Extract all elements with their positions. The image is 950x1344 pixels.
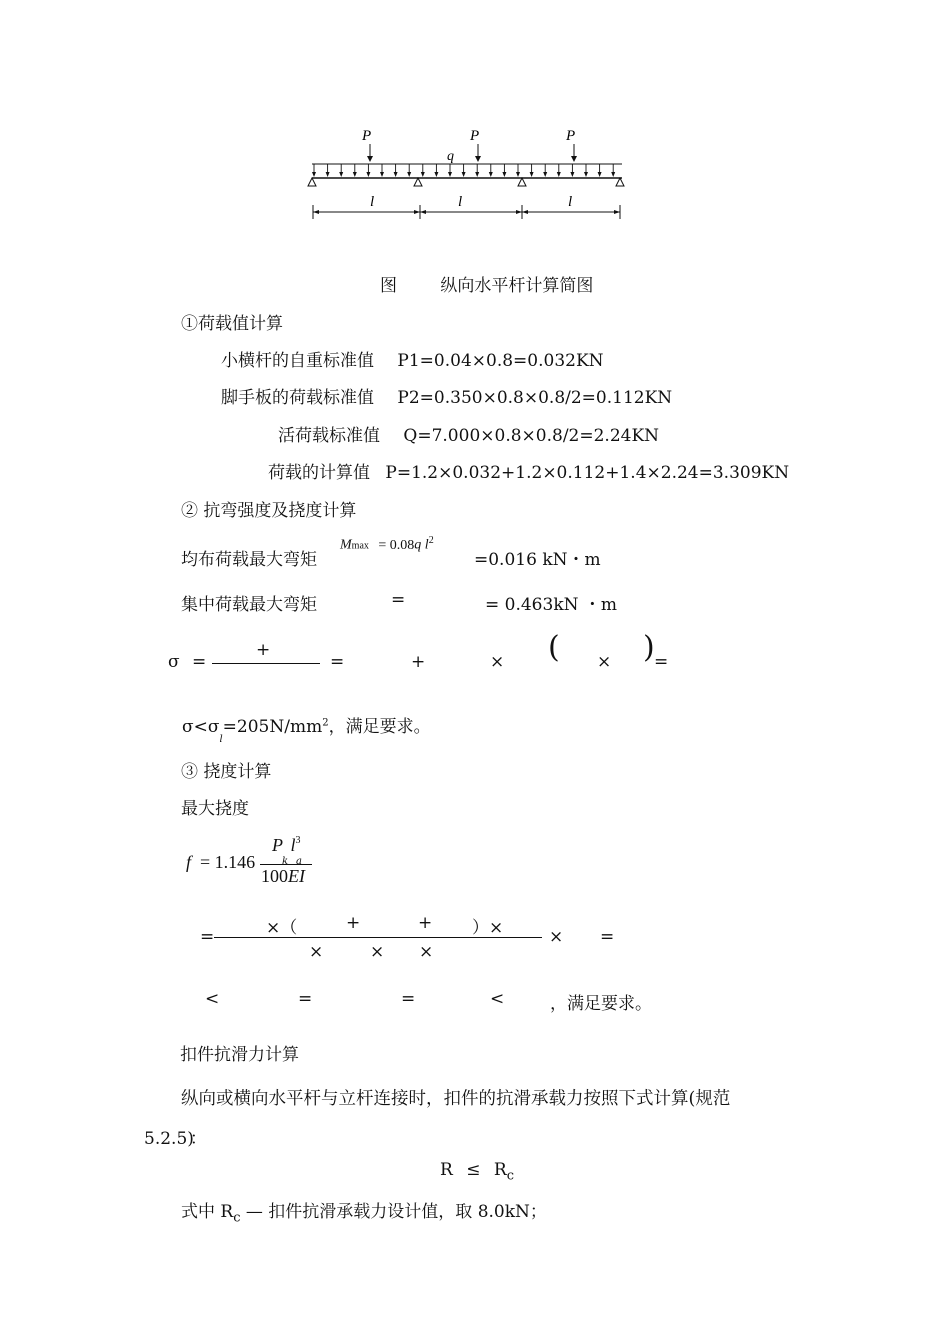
row2-fraction-line: [214, 937, 542, 938]
fastener-para-line2: [144, 1124, 207, 1149]
span-label-2: l: [458, 194, 463, 210]
dist-load-arrowhead: [489, 172, 493, 177]
fastener-where: [181, 1197, 547, 1225]
formula-c: c: [506, 1168, 514, 1184]
dist-load-arrowhead: [339, 172, 343, 177]
load-row-label: 荷载的计算值: [268, 463, 370, 483]
point-moment-result: = 0.463kN ・m: [485, 595, 618, 615]
dist-load-arrowhead: [557, 172, 561, 177]
sigma-times2: ×: [597, 652, 612, 672]
para-line2-text: 5.2.5): [144, 1129, 194, 1149]
dist-load-arrowhead: [462, 172, 466, 177]
row3-lt2: <: [490, 989, 505, 1009]
deflection-f: f: [186, 852, 192, 872]
check-val: =205N/mm: [222, 717, 323, 737]
check-lt: <σ: [193, 717, 220, 737]
point-load-2: [469, 128, 481, 162]
formula-eq: = 0.08: [378, 537, 415, 553]
dist-load-arrowhead: [611, 172, 615, 177]
load-row-formula: P2=0.350×0.8×0.8/2=0.112KN: [397, 388, 673, 408]
sigma-symbol: σ: [168, 652, 180, 672]
load-row-2: [221, 383, 672, 408]
sigma-times: ×: [490, 652, 505, 672]
beam-diagram: [300, 120, 640, 230]
where-prefix: 式中 R: [181, 1202, 234, 1222]
section2-heading: ② 抗弯强度及挠度计算: [181, 501, 357, 521]
row3-tail: ，满足要求。: [550, 994, 652, 1014]
formula-sup: 2: [428, 535, 434, 546]
load-row-3: [278, 421, 659, 446]
uniform-moment-result: =0.016 kN・m: [474, 550, 601, 570]
dist-load-arrowhead: [502, 172, 506, 177]
row3-lt1: <: [205, 989, 220, 1009]
deflection-numerator: [272, 835, 301, 856]
point-moment-eq: =: [391, 590, 406, 610]
section1-heading: ①荷载值计算: [181, 314, 283, 334]
dist-load-arrowhead: [598, 172, 602, 177]
uniform-moment-label: 均布荷载最大弯矩: [181, 550, 317, 570]
num-l-sup: 3: [295, 835, 301, 846]
deflection-denominator: [261, 866, 305, 887]
check-sigma: σ: [182, 717, 194, 737]
max-deflection-label: 最大挠度: [181, 799, 249, 819]
num-a-sub: a: [296, 856, 302, 867]
row2-den-t2: ×: [370, 942, 385, 962]
point-load-1: [361, 128, 373, 162]
formula-M: M: [340, 537, 352, 553]
dist-load-arrowhead: [353, 172, 357, 177]
load-row-formula: P1=0.04×0.8=0.032KN: [397, 351, 604, 371]
row2-num-times: ×（: [266, 918, 298, 938]
para-line2-tail: ：: [189, 1129, 207, 1149]
where-text: — 扣件抗滑承载力设计值，取 8.0kN；: [245, 1202, 547, 1222]
deflection-fraction-line: [260, 864, 312, 865]
dist-load-arrowhead: [326, 172, 330, 177]
row2-eq: =: [200, 927, 215, 947]
dist-load-arrowhead: [475, 172, 479, 177]
sigma-plus: +: [411, 652, 426, 672]
den-EI: EI: [288, 866, 305, 886]
fastener-heading: 扣件抗滑力计算: [180, 1045, 299, 1065]
fastener-formula: [440, 1160, 514, 1183]
dist-load-arrowhead: [421, 172, 425, 177]
load-row-label: 脚手板的荷载标准值: [221, 388, 374, 408]
dist-load-arrowhead: [570, 172, 574, 177]
dist-load-arrowhead: [407, 172, 411, 177]
num-k-sub: k: [282, 856, 289, 867]
row3-eq1: =: [298, 989, 313, 1009]
support-2: [414, 178, 422, 186]
row3-eq2: =: [401, 989, 416, 1009]
row2-after-times: ×: [549, 927, 564, 947]
dist-load-arrowhead: [584, 172, 588, 177]
figure-caption-title: 纵向水平杆计算简图: [440, 276, 594, 296]
dist-load-arrowhead: [394, 172, 398, 177]
row2-num-plus2: +: [418, 913, 433, 933]
fastener-para-line1: 纵向或横向水平杆与立杆连接时，扣件的抗滑承载力按照下式计算(规范: [181, 1089, 731, 1109]
check-sub: l: [219, 734, 223, 746]
load-row-formula: P=1.2×0.032+1.2×0.112+1.4×2.24=3.309KN: [385, 463, 790, 483]
load-row-1: [221, 346, 604, 371]
row2-num-close: ）×: [472, 918, 504, 938]
where-sub: c: [233, 1210, 241, 1226]
distributed-load-arrows: [312, 164, 615, 177]
support-3: [518, 178, 526, 186]
row2-after-eq: =: [600, 927, 615, 947]
load-row-4: [268, 458, 789, 483]
dist-load-arrowhead: [380, 172, 384, 177]
deflection-coef: = 1.146: [200, 852, 256, 872]
formula-Rc: R: [493, 1160, 507, 1180]
dist-load-arrowhead: [448, 172, 452, 177]
point-moment-label: 集中荷载最大弯矩: [181, 595, 317, 615]
dist-load-arrowhead: [312, 172, 316, 177]
row2-den-t1: ×: [309, 942, 324, 962]
num-P: P: [272, 835, 283, 855]
row2-num-plus1: +: [346, 913, 361, 933]
sigma-lparen: (: [548, 630, 560, 665]
row2-den-t3: ×: [419, 942, 434, 962]
check-sup: 2: [322, 717, 329, 729]
dist-load-arrowhead: [543, 172, 547, 177]
den-100: 100: [261, 866, 288, 886]
svg-text:P: P: [362, 128, 372, 144]
sigma-check: [182, 712, 431, 746]
formula-l: l: [424, 537, 429, 553]
svg-text:P: P: [566, 128, 576, 144]
formula-R: R: [440, 1160, 453, 1180]
load-row-label: 小横杆的自重标准值: [221, 351, 374, 371]
dist-load-arrowhead: [516, 172, 520, 177]
sigma-frac-plus: +: [256, 640, 271, 660]
support-1: [308, 178, 316, 186]
sigma-rparen: ): [643, 630, 655, 665]
sigma-eq2: =: [330, 652, 345, 672]
sigma-eq3: =: [654, 652, 669, 672]
dist-load-arrowhead: [530, 172, 534, 177]
dist-load-arrowhead: [434, 172, 438, 177]
support-4: [616, 178, 624, 186]
formula-sub: max: [351, 540, 369, 552]
svg-text:P: P: [470, 128, 480, 144]
figure-caption-prefix: 图: [380, 276, 397, 296]
uniform-moment-formula: [340, 535, 434, 554]
formula-q: q: [414, 537, 422, 553]
num-l: l: [290, 835, 296, 855]
span-label-1: l: [370, 194, 375, 210]
figure-caption: [380, 271, 593, 296]
load-row-label: 活荷载标准值: [278, 426, 380, 446]
span-label-3: l: [568, 194, 573, 210]
point-load-3: [565, 128, 577, 162]
sigma-eq: =: [192, 652, 207, 672]
dist-load-label: q: [447, 149, 454, 164]
formula-le: ≤: [466, 1160, 481, 1180]
sigma-fraction-line: [212, 663, 320, 664]
section3-heading: ③ 挠度计算: [181, 762, 272, 782]
dist-load-arrowhead: [366, 172, 370, 177]
load-row-formula: Q=7.000×0.8×0.8/2=2.24KN: [403, 426, 660, 446]
check-tail: ，满足要求。: [328, 717, 431, 737]
